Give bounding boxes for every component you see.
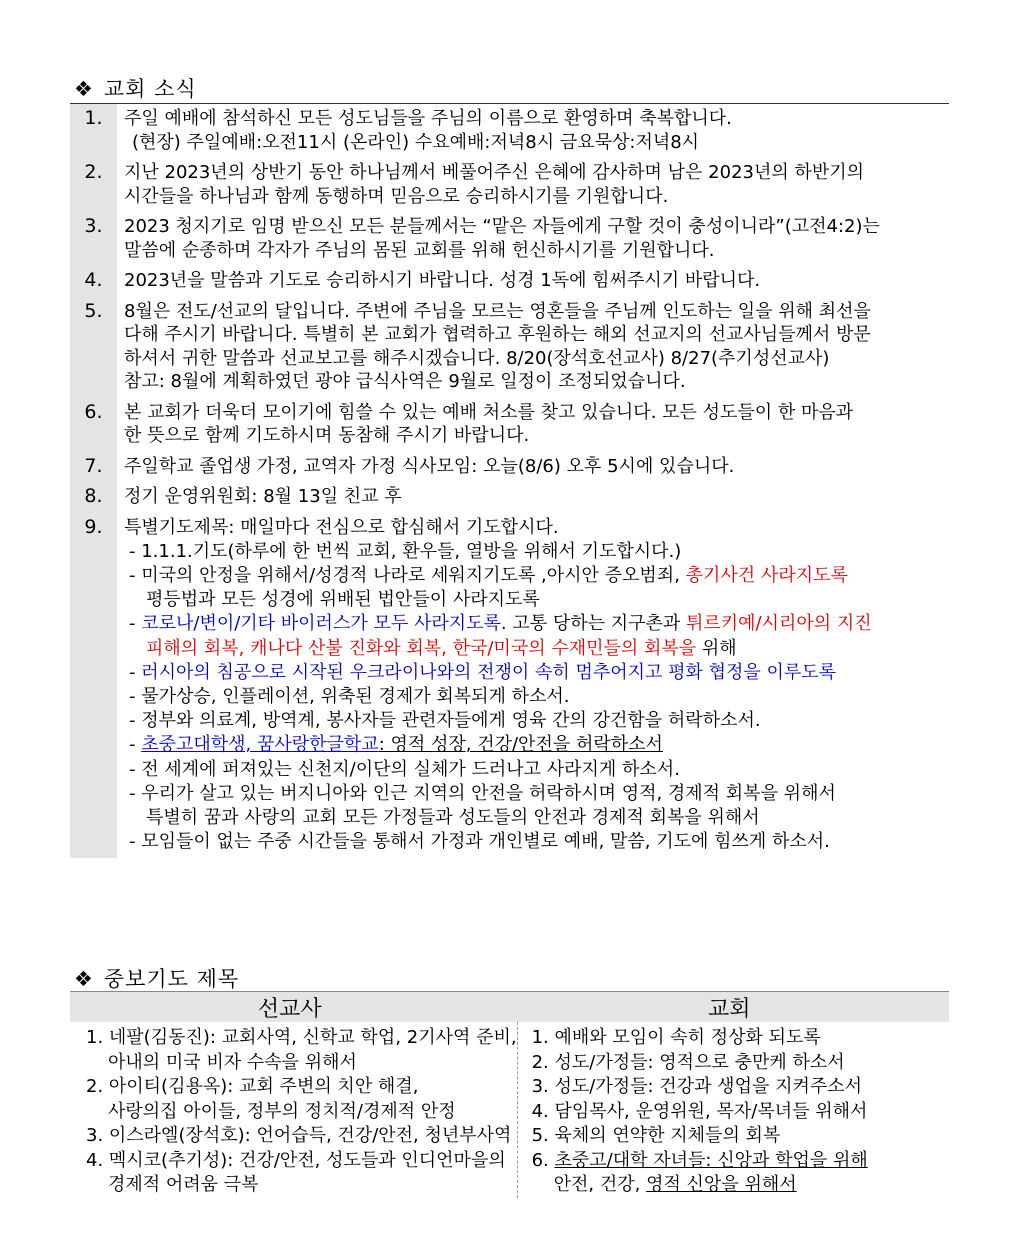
highlight-red: 총기사건 사라지도록 xyxy=(685,564,848,586)
missionary-item-cont: 사랑의집 아이들, 정부의 정치적/경제적 안정 xyxy=(108,1100,456,1122)
highlight-blue: 러시아의 침공으로 시작된 우크라이나와의 전쟁이 속히 멈추어지고 평화 협정을 이루도록 xyxy=(141,661,837,683)
highlight-blue: 코로나/변이/기타 바이러스가 모두 사라지도록. xyxy=(141,613,507,635)
item-number: 2. xyxy=(70,158,117,212)
item-number: 8. xyxy=(70,482,117,513)
prayer-point-cont: 피해의 회복, 캐나다 산불 진화와 회복, 한국/미국의 수재민들의 회복을 위해 xyxy=(146,637,737,659)
intercession-title: 중보기도 제목 xyxy=(103,967,240,991)
highlight-red: 튀르키예/시리아의 지진 xyxy=(686,613,872,635)
news-item-8 xyxy=(70,482,949,513)
church-item: 5. 육체의 연약한 지체들의 회복 xyxy=(531,1125,781,1146)
item-line: 8월은 전도/선교의 달입니다. 주변에 주님을 모르는 영혼들을 주님께 인도하는 일을 위해 최선을 xyxy=(124,300,871,322)
prayer-point: - 초중고대학생, 꿈사랑한글학교: 영적 성장, 건강/안전을 허락하소서 xyxy=(129,734,663,756)
church-news-heading xyxy=(74,73,197,103)
news-item-7 xyxy=(70,452,949,483)
news-item-9 xyxy=(70,513,949,859)
church-item: 6. 초중고/대학 자녀들: 신앙과 학업을 위해 xyxy=(531,1149,868,1171)
news-item-3 xyxy=(70,212,949,266)
prayer-point-cont: 특별히 꿈과 사랑의 교회 모든 가정들과 성도들의 안전과 경제적 회복을 위해서 xyxy=(146,806,760,828)
item-line: (현장) 주일예배:오전11시 (온라인) 수요예배:저녁8시 금요묵상:저녁8시 xyxy=(132,131,700,153)
prayer-point: - 정부와 의료계, 방역계, 봉사자들 관련자들에게 영육 간의 강건함을 허락하소서. xyxy=(129,710,761,732)
prayer-point: - 전 세계에 퍼져있는 신천지/이단의 실체가 드러나고 사라지게 하소서. xyxy=(129,758,680,780)
item-line: 하셔서 귀한 말씀과 선교보고를 해주시겠습니다. 8/20(장석호선교사) 8/27(추기성선교사) xyxy=(124,347,830,369)
item-line: 정기 운영위원회: 8월 13일 친교 후 xyxy=(124,486,402,507)
news-item-4 xyxy=(70,266,949,297)
item-line: 말씀에 순종하며 각자가 주님의 몸된 교회를 위해 헌신하시기를 기원합니다. xyxy=(124,239,715,261)
prayer-point: - 1.1.1.기도(하루에 한 번씩 교회, 환우들, 열방을 위해서 기도합시다.) xyxy=(129,540,682,562)
item-line: 2023년을 말씀과 기도로 승리하시기 바랍니다. 성경 1독에 힘써주시기 바랍니다. xyxy=(124,270,761,291)
intercession-table xyxy=(70,991,949,1198)
church-item: 3. 성도/가정들: 건강과 생업을 지켜주소서 xyxy=(531,1076,863,1097)
item-line: 주일학교 졸업생 가정, 교역자 가정 식사모임: 오늘(8/6) 오후 5시에 있습니다. xyxy=(124,455,735,477)
prayer-point: - 러시아의 침공으로 시작된 우크라이나와의 전쟁이 속히 멈추어지고 평화 협정을 이루도록 xyxy=(129,661,837,683)
diamond-bullet-icon: ❖ xyxy=(74,77,94,101)
item-line: 시간들을 하나님과 함께 동행하며 믿음으로 승리하시기를 기원합니다. xyxy=(124,185,669,207)
church-column xyxy=(518,1022,949,1198)
prayer-point: - 물가상승, 인플레이션, 위축된 경제가 회복되게 하소서. xyxy=(129,685,570,707)
church-news-title: 교회 소식 xyxy=(103,77,197,101)
item-line: 지난 2023년의 상반기 동안 하나님께서 베풀어주신 은혜에 감사하며 남은 2023년의 하반기의 xyxy=(124,162,865,183)
item-line: 참고: 8월에 계획하였던 광야 급식사역은 9월로 일정이 조정되었습니다. xyxy=(124,371,686,392)
diamond-bullet-icon: ❖ xyxy=(74,967,94,991)
church-item-cont: 안전, 건강, 영적 신앙을 위해서 xyxy=(553,1174,797,1195)
church-news-table xyxy=(70,103,949,858)
missionary-item: 4. 멕시코(추기성): 건강/안전, 성도들과 인디언마을의 xyxy=(86,1149,506,1171)
missionary-item: 1. 네팔(김동진): 교회사역, 신학교 학업, 2기사역 준비, xyxy=(86,1027,517,1048)
item-line: 다해 주시기 바랍니다. 특별히 본 교회가 협력하고 후원하는 해외 선교지의 선교사님들께서 방문 xyxy=(124,324,871,345)
church-item: 1. 예배와 모임이 속히 정상화 되도록 xyxy=(531,1027,821,1048)
prayer-title: 특별기도제목: 매일마다 전심으로 합심해서 기도합시다. xyxy=(124,516,559,538)
news-item-2 xyxy=(70,158,949,212)
missionary-column xyxy=(70,1022,518,1198)
highlight-blue-underline: 초중고대학생, 꿈사랑한글학교 xyxy=(141,734,379,756)
missionary-item: 3. 이스라엘(장석호): 언어습득, 건강/안전, 청년부사역 xyxy=(86,1125,512,1146)
item-line: 본 교회가 더욱더 모이기에 힘쓸 수 있는 예배 처소를 찾고 있습니다. 모든 성도들이 한 마음과 xyxy=(124,401,854,423)
intercession-header-row xyxy=(70,992,949,1022)
intercession-heading xyxy=(74,963,239,993)
item-number: 9. xyxy=(70,513,117,859)
church-column-header: 교회 xyxy=(707,996,751,1022)
item-line: 한 뜻으로 함께 기도하시며 동참해 주시기 바랍니다. xyxy=(124,425,530,446)
prayer-point: - 미국의 안정을 위해서/성경적 나라로 세워지기도록 ,아시안 증오범죄, 총기사건 사라지도록 xyxy=(129,564,848,586)
prayer-point: - 우리가 살고 있는 버지니아와 인근 지역의 안전을 허락하시며 영적, 경제적 회복을 위해서 xyxy=(129,782,836,804)
missionary-item-cont: 아내의 미국 비자 수속을 위해서 xyxy=(108,1051,357,1073)
missionary-item-cont: 경제적 어려움 극복 xyxy=(108,1174,259,1195)
prayer-point-cont: 평등법과 모든 성경에 위배된 법안들이 사라지도록 xyxy=(146,589,540,611)
highlight-red: 피해의 회복, 캐나다 산불 진화와 회복, 한국/미국의 수재민들의 회복을 xyxy=(146,637,697,659)
item-number: 1. xyxy=(70,104,117,158)
item-line: 주일 예배에 참석하신 모든 성도님들을 주님의 이름으로 환영하며 축복합니다. xyxy=(124,108,732,129)
prayer-point: - 모임들이 없는 주중 시간들을 통해서 가정과 개인별로 예배, 말씀, 기도에 힘쓰게 하소서. xyxy=(129,831,830,853)
item-number: 4. xyxy=(70,266,117,297)
item-number: 3. xyxy=(70,212,117,266)
news-item-6 xyxy=(70,398,949,452)
missionary-item: 2. 아이티(김용옥): 교회 주변의 치안 해결, xyxy=(86,1076,419,1097)
item-number: 5. xyxy=(70,297,117,398)
prayer-point: - 코로나/변이/기타 바이러스가 모두 사라지도록. 고통 당하는 지구촌과 튀르키예/시리아의 지진 xyxy=(129,613,872,635)
news-item-1 xyxy=(70,104,949,158)
news-item-5 xyxy=(70,297,949,398)
item-line: 2023 청지기로 임명 받으신 모든 분들께서는 “맡은 자들에게 구할 것이 충성이니라”(고전4:2)는 xyxy=(124,216,880,237)
church-item: 2. 성도/가정들: 영적으로 충만케 하소서 xyxy=(531,1051,845,1073)
missionary-column-header: 선교사 xyxy=(257,996,322,1022)
item-number: 6. xyxy=(70,398,117,452)
item-number: 7. xyxy=(70,452,117,483)
church-item: 4. 담임목사, 운영위원, 목자/목녀들 위해서 xyxy=(531,1100,868,1122)
